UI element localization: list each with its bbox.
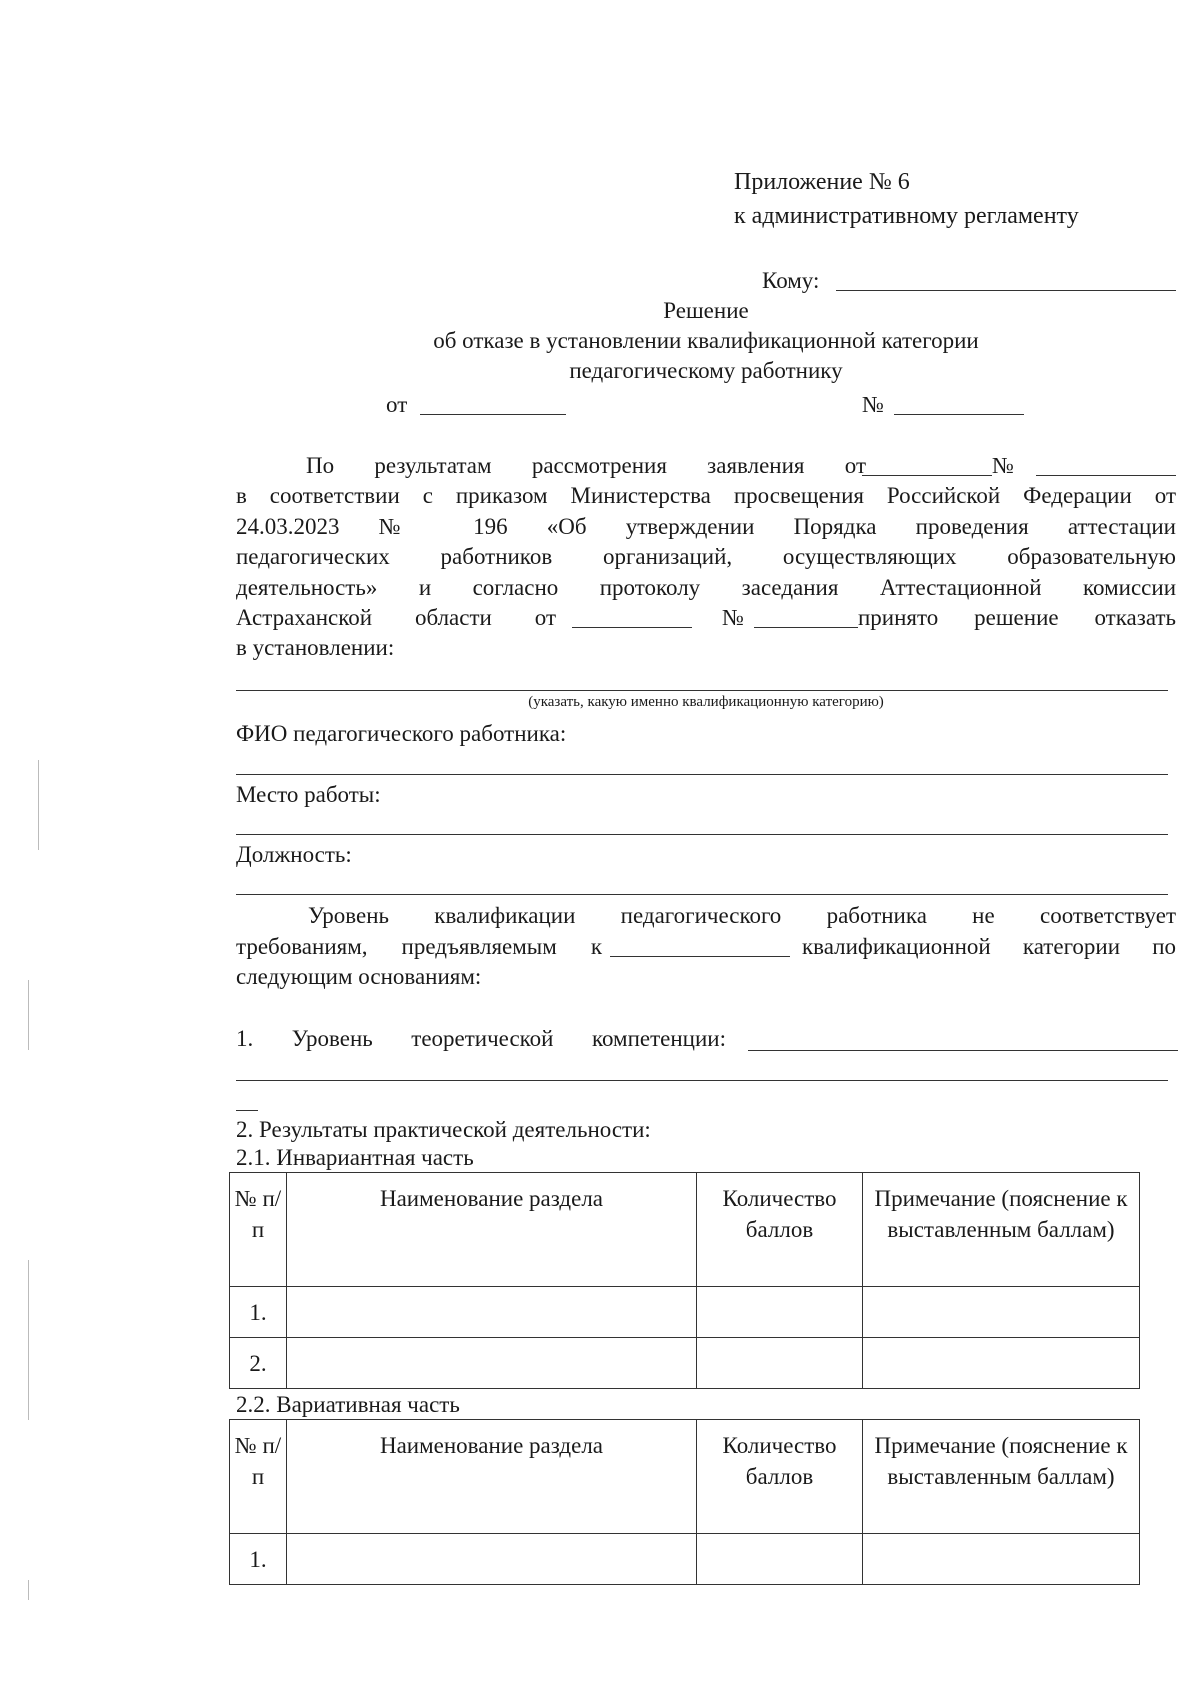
scan-artifact xyxy=(28,1260,29,1420)
item-2-label: 2. Результаты практической деятельности: xyxy=(236,1117,651,1142)
to-label: Кому: xyxy=(762,268,820,293)
paragraph-1-line-6a: Астраханской области от xyxy=(236,605,556,630)
date-label: от xyxy=(386,392,408,417)
category-field[interactable] xyxy=(236,690,1168,691)
section-cell[interactable] xyxy=(287,1287,697,1338)
section-cell[interactable] xyxy=(287,1338,697,1389)
scan-artifact xyxy=(38,760,39,850)
table-header-row xyxy=(230,1420,1140,1534)
fio-field[interactable] xyxy=(236,774,1168,775)
note-cell[interactable] xyxy=(863,1338,1140,1389)
paragraph-1-line-4: педагогических работников организаций, осуществляющих образовательную xyxy=(236,544,1176,569)
row-number: 2. xyxy=(230,1338,287,1389)
header-cell-number: № п/п xyxy=(230,1420,287,1534)
paragraph-2-line-2b: квалификационной категории по xyxy=(802,934,1176,959)
paragraph-1-line-5: деятельность» и согласно протоколу заседания Аттестационной комиссии xyxy=(236,575,1176,600)
paragraph-1-line-6b: принято решение отказать xyxy=(858,605,1176,630)
header-cell-note: Примечание (пояснение к выставленным баллам) xyxy=(863,1173,1140,1287)
item-2-1-label: 2.1. Инвариантная часть xyxy=(236,1145,474,1170)
position-field[interactable] xyxy=(236,894,1168,895)
header-cell-note: Примечание (пояснение к выставленным баллам) xyxy=(863,1420,1140,1534)
scan-artifact xyxy=(28,1580,29,1600)
required-category-field[interactable] xyxy=(610,956,790,957)
appendix-title: Приложение № 6 xyxy=(734,169,910,195)
workplace-field[interactable] xyxy=(236,834,1168,835)
paragraph-1-line-2: в соответствии с приказом Министерства просвещения Российской Федерации от xyxy=(236,483,1176,508)
application-date-field[interactable] xyxy=(862,475,992,476)
table-row xyxy=(230,1534,1140,1585)
protocol-number-field[interactable] xyxy=(754,627,858,628)
header-cell-points: Количество баллов xyxy=(697,1420,863,1534)
to-field[interactable] xyxy=(836,290,1176,291)
table-row xyxy=(230,1338,1140,1389)
theoretical-competence-field-3[interactable] xyxy=(236,1110,258,1111)
protocol-date-field[interactable] xyxy=(572,627,692,628)
table-header-row xyxy=(230,1173,1140,1287)
row-number: 1. xyxy=(230,1534,287,1585)
points-cell[interactable] xyxy=(697,1287,863,1338)
paragraph-1-line-3: 24.03.2023 № 196 «Об утверждении Порядка проведения аттестации xyxy=(236,514,1176,539)
appendix-subtitle: к административному регламенту xyxy=(734,203,1079,229)
theoretical-competence-field-2[interactable] xyxy=(236,1080,1168,1081)
number-field[interactable] xyxy=(894,414,1024,415)
paragraph-1-line-7: в установлении: xyxy=(236,635,395,660)
workplace-label: Место работы: xyxy=(236,782,381,807)
variative-table xyxy=(229,1419,1140,1585)
header-cell-section: Наименование раздела xyxy=(287,1173,697,1287)
document-subtitle-2: педагогическому работнику xyxy=(569,358,843,383)
row-number: 1. xyxy=(230,1287,287,1338)
scan-artifact xyxy=(28,980,29,1050)
note-cell[interactable] xyxy=(863,1287,1140,1338)
item-2-2-label: 2.2. Вариативная часть xyxy=(236,1392,460,1417)
application-number-label: № xyxy=(992,453,1014,478)
fio-label: ФИО педагогического работника: xyxy=(236,721,567,746)
document-subtitle-1: об отказе в установлении квалификационной категории xyxy=(433,328,979,353)
number-label: № xyxy=(862,392,884,417)
header-cell-section: Наименование раздела xyxy=(287,1420,697,1534)
invariant-table xyxy=(229,1172,1140,1389)
category-hint: (указать, какую именно квалификационную категорию) xyxy=(528,694,884,710)
points-cell[interactable] xyxy=(697,1338,863,1389)
protocol-number-label: № xyxy=(722,605,744,630)
table-row xyxy=(230,1287,1140,1338)
header-cell-points: Количество баллов xyxy=(697,1173,863,1287)
item-1-label: 1. Уровень теоретической компетенции: xyxy=(236,1026,726,1051)
header-cell-number: № п/п xyxy=(230,1173,287,1287)
document-title: Решение xyxy=(663,298,749,323)
theoretical-competence-field[interactable] xyxy=(748,1050,1178,1051)
date-field[interactable] xyxy=(420,414,566,415)
paragraph-2-line-2a: требованиям, предъявляемым к xyxy=(236,934,602,959)
note-cell[interactable] xyxy=(863,1534,1140,1585)
section-cell[interactable] xyxy=(287,1534,697,1585)
application-number-field[interactable] xyxy=(1036,475,1176,476)
paragraph-2-line-3: следующим основаниям: xyxy=(236,964,482,989)
position-label: Должность: xyxy=(236,842,352,867)
paragraph-1-line-1: По результатам рассмотрения заявления от xyxy=(306,453,866,478)
points-cell[interactable] xyxy=(697,1534,863,1585)
paragraph-2-line-1: Уровень квалификации педагогического работника не соответствует xyxy=(308,903,1176,928)
